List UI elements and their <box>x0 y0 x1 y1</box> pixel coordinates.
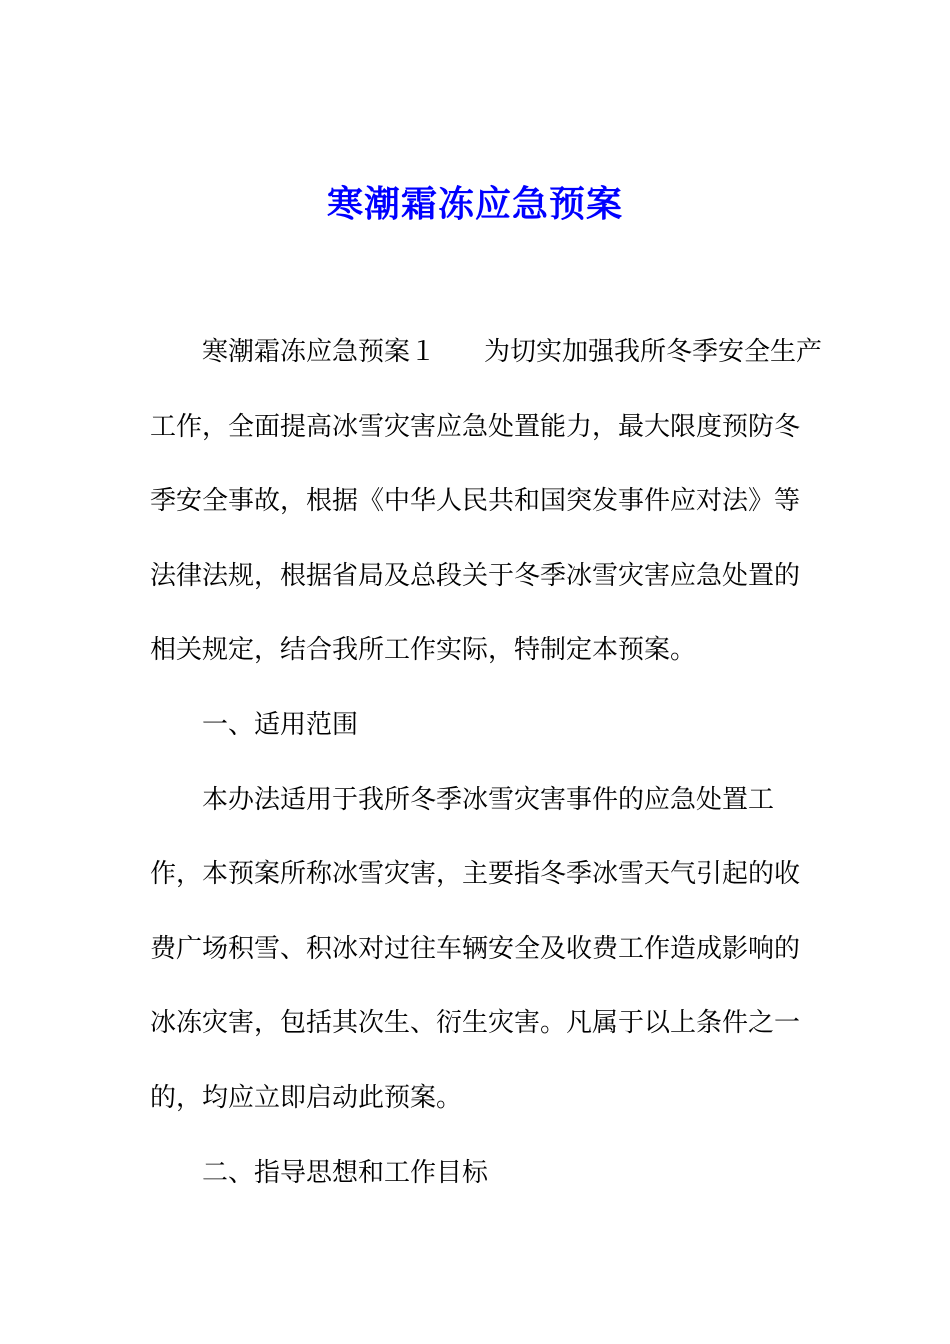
intro-line: 工作，全面提高冰雪灾害应急处置能力，最大限度预防冬 <box>150 412 801 442</box>
intro-heading: 寒潮霜冻应急预案１ <box>202 337 437 367</box>
intro-line: 季安全事故，根据《中华人民共和国突发事件应对法》等 <box>150 486 801 516</box>
section1-line: 的，均应立即启动此预案。 <box>150 1083 463 1113</box>
intro-first-line <box>202 332 823 372</box>
document-title: 寒潮霜冻应急预案 <box>326 183 623 225</box>
section1-line: 本办法适用于我所冬季冰雪灾害事件的应急处置工 <box>202 785 775 815</box>
intro-line: 法律法规，根据省局及总段关于冬季冰雪灾害应急处置的 <box>150 561 801 591</box>
section-heading-guidance: 二、指导思想和工作目标 <box>202 1158 489 1188</box>
section1-line: 作，本预案所称冰雪灾害，主要指冬季冰雪天气引起的收 <box>150 859 801 889</box>
section-heading-scope: 一、适用范围 <box>202 710 359 740</box>
section1-line: 冰冻灾害，包括其次生、衍生灾害。凡属于以上条件之一 <box>150 1008 801 1038</box>
section1-line: 费广场积雪、积冰对过往车辆安全及收费工作造成影响的 <box>150 934 801 964</box>
intro-line: 相关规定，结合我所工作实际，特制定本预案。 <box>150 635 697 665</box>
intro-line: 为切实加强我所冬季安全生产 <box>484 337 823 367</box>
